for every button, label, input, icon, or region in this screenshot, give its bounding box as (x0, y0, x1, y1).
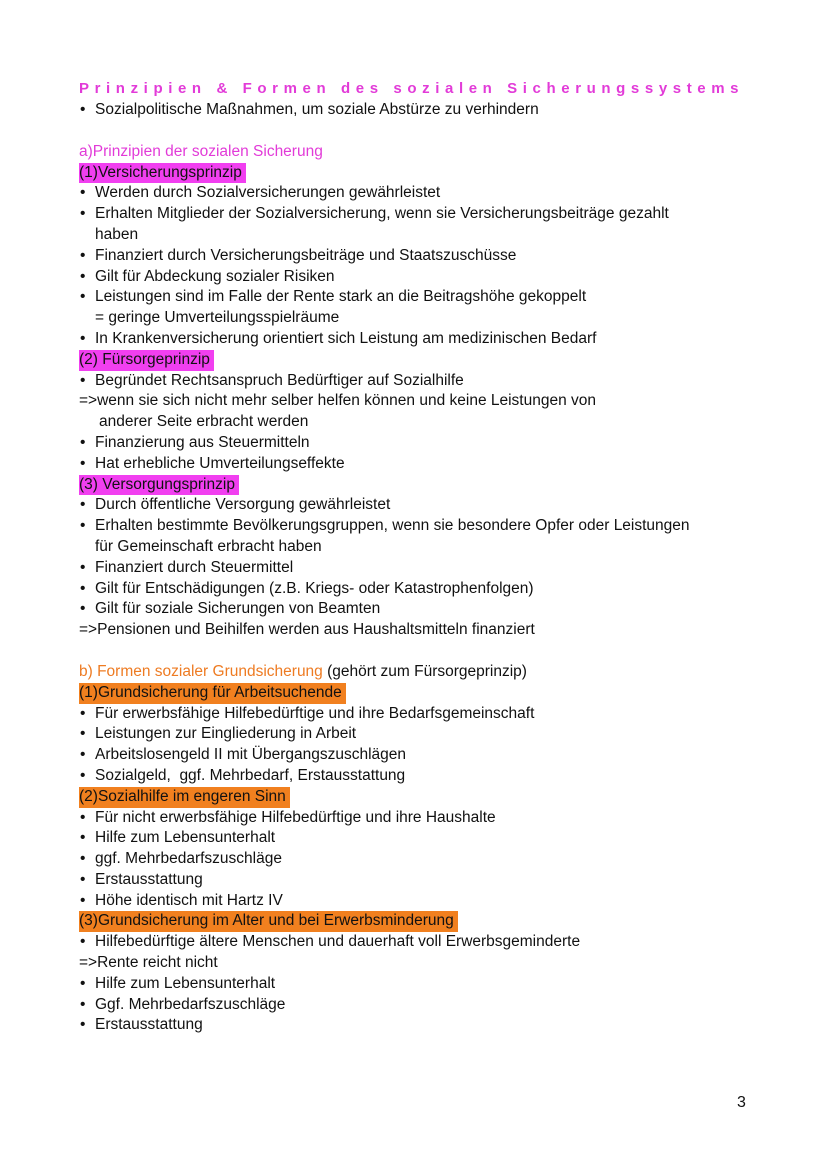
list-item: • Begründet Rechtsanspruch Bedürftiger auf Sozialhilfe (79, 371, 779, 392)
list-item: • Gilt für Abdeckung sozialer Risiken (79, 267, 779, 288)
highlight-grundsicherung-alter: (3)Grundsicherung im Alter und bei Erwerbsminderung (79, 911, 458, 932)
list-item: • Durch öffentliche Versorgung gewährleistet (79, 495, 779, 516)
arrow-note-continuation: anderer Seite erbracht werden (99, 413, 309, 431)
list-item: • Leistungen zur Eingliederung in Arbeit (79, 724, 779, 745)
list-item: • Werden durch Sozialversicherungen gewährleistet (79, 183, 779, 204)
subsection-label (79, 787, 779, 808)
page-number: 3 (737, 1094, 746, 1111)
highlight-grundsicherung-arbeitsuchende: (1)Grundsicherung für Arbeitsuchende (79, 683, 346, 704)
section-a-heading: a)Prinzipien der sozialen Sicherung (79, 142, 323, 160)
highlight-versorgungsprinzip: (3) Versorgungsprinzip (79, 475, 239, 496)
highlight-versicherungsprinzip: (1)Versicherungsprinzip (79, 163, 246, 184)
list-item-continuation: = geringe Umverteilungsspielräume (95, 309, 340, 327)
subsection-label (79, 475, 779, 496)
list-item: • Leistungen sind im Falle der Rente stark an die Beitragshöhe gekoppelt (79, 287, 779, 308)
list-item: • Hilfe zum Lebensunterhalt (79, 828, 779, 849)
arrow-note: =>Rente reicht nicht (79, 954, 218, 972)
page-title: Prinzipien & Formen des sozialen Sicherungssystems (79, 80, 745, 97)
list-item: • Höhe identisch mit Hartz IV (79, 891, 779, 912)
list-item: • Erstausstattung (79, 870, 779, 891)
list-item: • Erstausstattung (79, 1015, 779, 1036)
highlight-fuersorgeprinzip: (2) Fürsorgeprinzip (79, 350, 214, 371)
list-item: • Finanziert durch Versicherungsbeiträge und Staatszuschüsse (79, 246, 779, 267)
section-b-title: b) Formen sozialer Grundsicherung (79, 662, 323, 680)
list-item: • Arbeitslosengeld II mit Übergangszuschlägen (79, 745, 779, 766)
list-item: • Erhalten bestimmte Bevölkerungsgruppen, wenn sie besondere Opfer oder Leistungen (79, 516, 779, 537)
list-item: • Hilfe zum Lebensunterhalt (79, 974, 779, 995)
list-item: • Sozialpolitische Maßnahmen, um soziale Abstürze zu verhindern (79, 100, 779, 121)
subsection-label (79, 350, 779, 371)
list-item: • Für nicht erwerbsfähige Hilfebedürftige und ihre Haushalte (79, 808, 779, 829)
list-item: • Hilfebedürftige ältere Menschen und dauerhaft voll Erwerbsgeminderte (79, 932, 779, 953)
list-item: • ggf. Mehrbedarfszuschläge (79, 849, 779, 870)
subsection-label (79, 163, 779, 184)
list-item: • Finanziert durch Steuermittel (79, 558, 779, 579)
list-item: • Hat erhebliche Umverteilungseffekte (79, 454, 779, 475)
list-item: • Sozialgeld, ggf. Mehrbedarf, Erstausstattung (79, 766, 779, 787)
subsection-label (79, 911, 779, 932)
list-item: • Für erwerbsfähige Hilfebedürftige und ihre Bedarfsgemeinschaft (79, 704, 779, 725)
section-b-heading (79, 662, 779, 683)
list-item: • Erhalten Mitglieder der Sozialversicherung, wenn sie Versicherungsbeiträge gezahlt (79, 204, 779, 225)
list-item-continuation: haben (95, 225, 139, 243)
highlight-sozialhilfe: (2)Sozialhilfe im engeren Sinn (79, 787, 290, 808)
list-item: • Ggf. Mehrbedarfszuschläge (79, 995, 779, 1016)
list-item: • Gilt für Entschädigungen (z.B. Kriegs- oder Katastrophenfolgen) (79, 579, 779, 600)
arrow-note: =>wenn sie sich nicht mehr selber helfen können und keine Leistungen von (79, 392, 597, 410)
list-item: • In Krankenversicherung orientiert sich Leistung am medizinischen Bedarf (79, 329, 779, 350)
arrow-note: =>Pensionen und Beihilfen werden aus Haushaltsmitteln finanziert (79, 621, 535, 639)
list-item: • Finanzierung aus Steuermitteln (79, 433, 779, 454)
document-page (79, 78, 779, 1036)
subsection-label (79, 683, 779, 704)
list-item-continuation: für Gemeinschaft erbracht haben (95, 537, 322, 555)
section-b-note: (gehört zum Fürsorgeprinzip) (322, 662, 527, 680)
list-item: • Gilt für soziale Sicherungen von Beamten (79, 599, 779, 620)
